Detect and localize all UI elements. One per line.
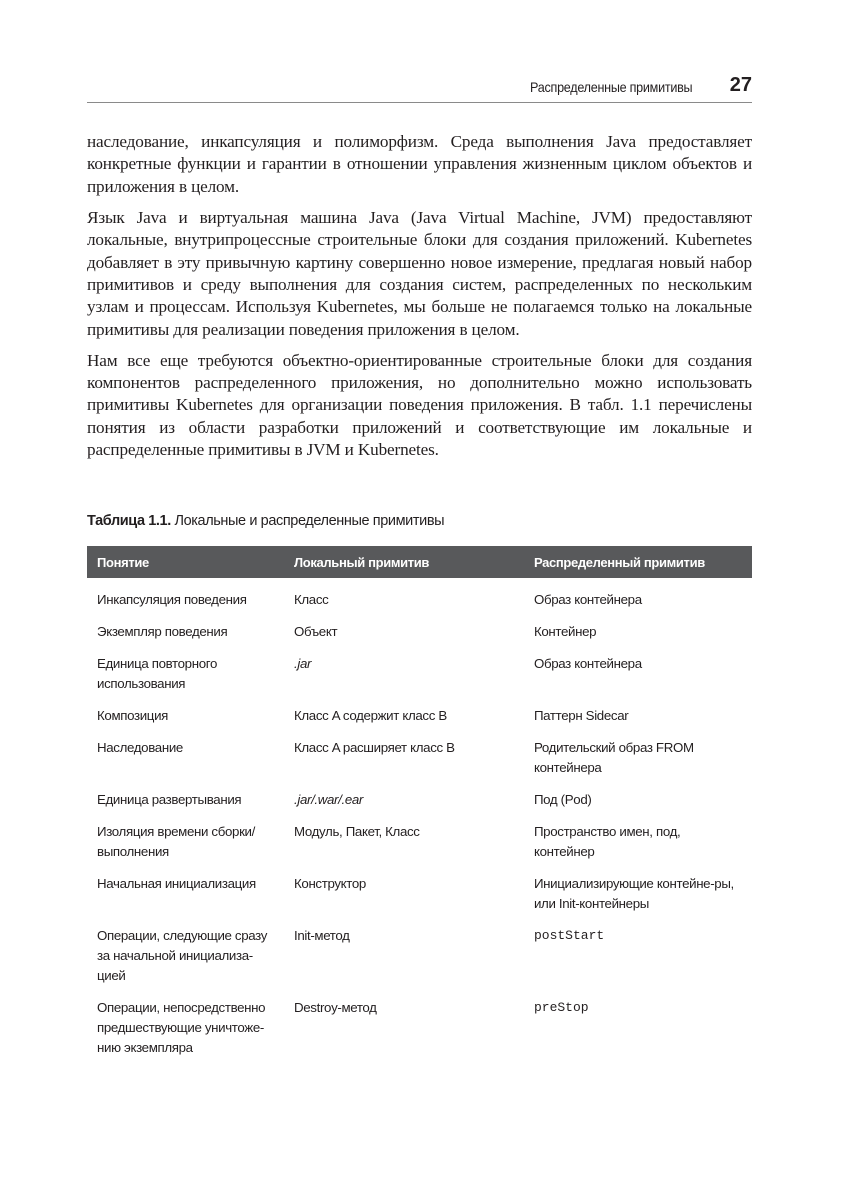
body-text <box>87 131 752 470</box>
table-row <box>87 914 752 986</box>
cell-local: Destroy-метод <box>294 1000 377 1015</box>
cell-distributed: Пространство имен, под, контейнер <box>533 824 681 859</box>
table-row <box>87 694 752 726</box>
cell-concept: Операции, непосредственно предшествующие уничтоже-нию экземпляра <box>97 1000 266 1055</box>
cell-local: Конструктор <box>294 876 366 891</box>
paragraph: Язык Java и виртуальная машина Java (Java Virtual Machine, JVM) предоставляют локальные, внутрипроцессные строительные блоки для создания приложений. Kubernetes добавляет в эту привычную картину совершенно новое измерение, предлагая новый набор примитивов и среду выполнения для создания систем, распределенных по нескольким узлам и процессам. Используя Kubernetes, мы больше не полагаемся только на локальные примитивы для реализации поведения приложения в целом. <box>87 207 752 339</box>
cell-distributed: Родительский образ FROM контейнера <box>533 740 694 775</box>
cell-concept: Единица развертывания <box>97 792 242 807</box>
cell-local: .jar/.war/.ear <box>294 792 363 807</box>
table-header-row <box>87 546 752 578</box>
table-row <box>87 610 752 642</box>
paragraph: наследование, инкапсуляция и полиморфизм. Среда выполнения Java предоставляет конкретные функции и гарантии в отношении управления жизненным циклом объектов и приложения в целом. <box>87 132 752 196</box>
cell-local: Класс <box>294 592 329 607</box>
cell-local: .jar <box>294 656 312 671</box>
column-header-local: Локальный примитив <box>284 546 524 578</box>
cell-local: Модуль, Пакет, Класс <box>294 824 420 839</box>
cell-distributed: Образ контейнера <box>533 656 642 671</box>
cell-concept: Единица повторного использования <box>97 656 218 691</box>
cell-concept: Композиция <box>97 708 168 723</box>
section-title: Распределенные примитивы <box>529 79 692 95</box>
cell-concept: Экземпляр поведения <box>97 624 228 639</box>
cell-concept: Изоляция времени сборки/выполнения <box>97 824 255 859</box>
table-row <box>87 642 752 694</box>
running-header <box>87 76 752 103</box>
cell-distributed: Паттерн Sidecar <box>533 708 629 723</box>
table-row <box>87 778 752 810</box>
table-row <box>87 578 752 610</box>
cell-local: Init-метод <box>294 928 350 943</box>
table-caption-label: Таблица 1.1. <box>87 513 171 529</box>
cell-distributed: preStop <box>533 1000 589 1015</box>
primitives-table <box>87 546 752 1058</box>
table-row <box>87 726 752 778</box>
cell-concept: Операции, следующие сразу за начальной инициализа-цией <box>97 928 268 983</box>
cell-distributed: Контейнер <box>533 624 597 639</box>
table-row <box>87 862 752 914</box>
column-header-distributed: Распределенный примитив <box>524 546 752 578</box>
cell-distributed: Образ контейнера <box>533 592 642 607</box>
cell-distributed: postStart <box>533 928 605 943</box>
cell-distributed: Инициализирующие контейне-ры, или Init-контейнеры <box>533 876 734 911</box>
cell-distributed: Под (Pod) <box>533 792 592 807</box>
paragraph: Нам все еще требуются объектно-ориентированные строительные блоки для создания компонентов распределенного приложения, но дополнительно можно использовать примитивы Kubernetes для организации поведения приложения. В табл. 1.1 перечислены понятия из области разработки приложений и соответствующие им локальные и распределенные примитивы в JVM и Kubernetes. <box>87 350 752 460</box>
cell-local: Объект <box>294 624 338 639</box>
cell-concept: Инкапсуляция поведения <box>97 592 247 607</box>
table-row <box>87 986 752 1058</box>
column-header-concept: Понятие <box>87 546 284 578</box>
cell-local: Класс A содержит класс B <box>294 708 447 723</box>
page-number: 27 <box>729 74 752 96</box>
table-row <box>87 810 752 862</box>
cell-concept: Начальная инициализация <box>97 876 256 891</box>
table-caption-text: Локальные и распределенные примитивы <box>170 513 445 529</box>
cell-concept: Наследование <box>97 740 183 755</box>
table-caption <box>87 513 444 529</box>
cell-local: Класс A расширяет класс B <box>294 740 455 755</box>
